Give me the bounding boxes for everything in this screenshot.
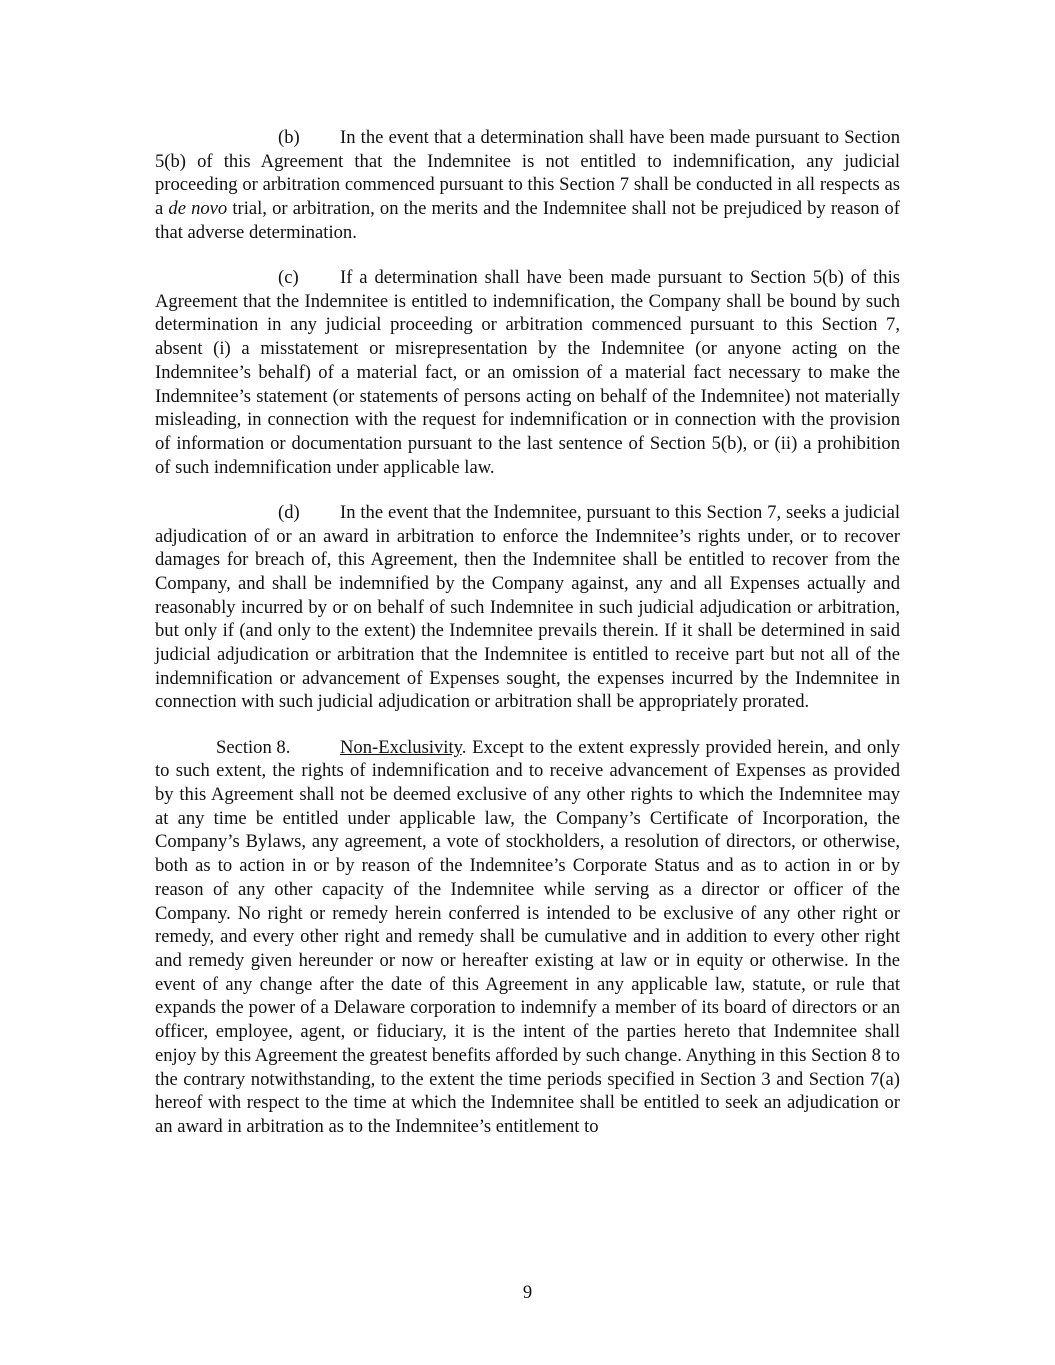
page-number: 9	[522, 1282, 533, 1303]
section-heading: Non-Exclusivity	[340, 736, 462, 758]
section-text: . Except to the extent expressly provided herein, and only to such extent, the rights of indemnification and to receive advancement of Expenses as provided by this Agreement shall not be deemed exclusive of any other rights to which the Indemnitee may at any time be entitled under applicable law, the Company’s Certificate of Incorporation, the Company’s Bylaws, any agreement, a vote of stockholders, a resolution of directors, or otherwise, both as to action in or by reason of the Indemnitee’s Corporate Status and as to action in or by reason of any other capacity of the Indemnitee while serving as a director or officer of the Company. No right or remedy herein conferred is intended to be exclusive of any other right or remedy, and every other right and remedy shall be cumulative and in addition to every other right and remedy given hereunder or now or hereafter existing at law or in equity or otherwise. In the event of any change after the date of this Agreement in any applicable law, statute, or rule that expands the power of a Delaware corporation to indemnify a member of its board of directors or an officer, employee, agent, or fiduciary, it is the intent of the parties hereto that Indemnitee shall enjoy by this Agreement the greatest benefits afforded by such change. Anything in this Section 8 to the contrary notwithstanding, to the extent the time periods specified in Section 3 and Section 7(a) hereof with respect to the time at which the Indemnitee shall be entitled to seek an adjudication or an award in arbitration as to the Indemnitee’s entitlement to	[155, 736, 900, 1137]
paragraph-label: (d)	[278, 501, 300, 523]
paragraph-text: In the event that the Indemnitee, pursuant to this Section 7, seeks a judicial adjudication of or an award in arbitration to enforce the Indemnitee’s rights under, or to recover damages for breach of, this Agreement, then the Indemnitee shall be entitled to recover from the Company, and shall be indemnified by the Company against, any and all Expenses actually and reasonably incurred by or on behalf of such Indemnitee in such judicial adjudication or arbitration, but only if (and only to the extent) the Indemnitee prevails therein. If it shall be determined in said judicial adjudication or arbitration that the Indemnitee is entitled to receive part but not all of the indemnification or advancement of Expenses sought, the expenses incurred by the Indemnitee in connection with such judicial adjudication or arbitration shall be appropriately prorated.	[155, 501, 900, 713]
section-8-paragraph	[155, 736, 900, 1139]
paragraph-text: trial, or arbitration, on the merits and the Indemnitee shall not be prejudiced by reason of that adverse determination.	[155, 198, 900, 243]
document-page	[155, 126, 900, 1139]
paragraph-text: In the event that a determination shall have been made pursuant to Section 5(b) of this Agreement that the Indemnitee is not entitled to indemnification, any judicial proceeding or arbitration commenced pursuant to this Section 7 shall be conducted in all respects as a	[155, 127, 900, 220]
paragraph-7d	[155, 501, 900, 714]
paragraph-7b	[155, 126, 900, 245]
paragraph-label: (c)	[278, 267, 299, 289]
section-label: Section 8.	[216, 736, 291, 758]
paragraph-label: (b)	[278, 127, 300, 148]
italic-term: de novo	[168, 198, 228, 220]
paragraph-text: If a determination shall have been made pursuant to Section 5(b) of this Agreement that the Indemnitee is entitled to indemnification, the Company shall be bound by such determination in any judicial proceeding or arbitration commenced pursuant to this Section 7, absent (i) a misstatement or misrepresentation by the Indemnitee (or anyone acting on the Indemnitee’s behalf) of a material fact, or an omission of a material fact necessary to make the Indemnitee’s statement (or statements of persons acting on behalf of the Indemnitee) not materially misleading, in connection with the request for indemnification or in connection with the provision of information or documentation pursuant to the last sentence of Section 5(b), or (ii) a prohibition of such indemnification under applicable law.	[155, 267, 900, 478]
paragraph-7c	[155, 266, 900, 479]
